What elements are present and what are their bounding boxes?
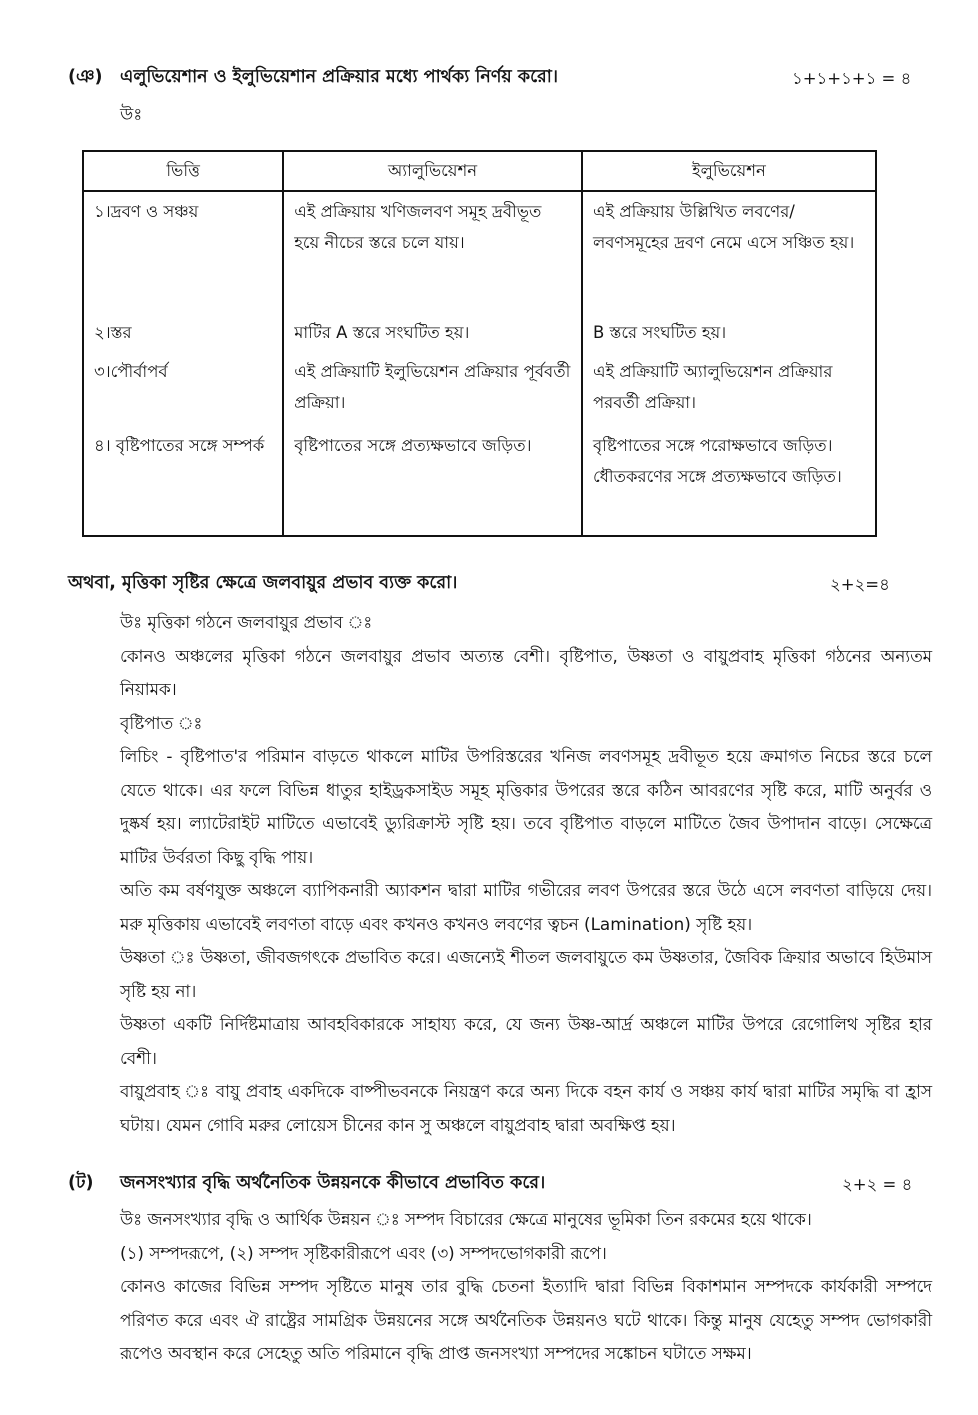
header-eluviation: অ্যালুভিয়েশন bbox=[283, 151, 582, 191]
answer-heading: উঃ মৃত্তিকা গঠনে জলবায়ুর প্রভাব ঃ bbox=[120, 612, 373, 632]
table-cell: B স্তরে সংঘটিত হয়। bbox=[592, 323, 727, 342]
paragraph: বায়ুপ্রবাহ ঃ বায়ু প্রবাহ একদিকে বাষ্পীভবনকে নিয়ন্ত্রণ করে অন্য দিকে বহন কার্য ও সঞ্চয় কার্য দ্বারা মাটির সমৃদ্ধি বা হ্রাস ঘটায়। যেমন গোবি মরুর লোয়েস চীনের কান সু অঞ্চলে বায়ুপ্রবাহ দ্বারা অবক্ষিপ্ত হয়। bbox=[120, 1081, 932, 1135]
answer-label: উঃ bbox=[120, 105, 143, 125]
table-cell: এই প্রক্রিয়াটি ইলুভিয়েশন প্রক্রিয়ার পূর্ববর্তী প্রক্রিয়া। bbox=[294, 362, 571, 412]
illuviation-column bbox=[582, 191, 876, 536]
question-nio bbox=[68, 64, 558, 93]
table-cell: এই প্রক্রিয়ায় উল্লিখিত লবণের/লবণসমূহের দ্রবণ নেমে এসে সঞ্চিত হয়। bbox=[592, 202, 855, 252]
paragraph: লিচিং - বৃষ্টিপাত'র পরিমান বাড়তে থাকলে মাটির উপরিস্তরের খনিজ লবণসমূহ দ্রবীভূত হয়ে ক্রমাগত নিচের স্তরে চলে যেতে থাকে। এর ফলে বিভিন্ন ধাতুর হাইড্রকসাইড সমূহ মৃত্তিকার উপরের স্তরে কঠিন আবরণের সৃষ্টি করে, মাটি অনুর্বর ও দুষ্কর্ষ হয়। ল্যাটেরাইট মাটিতে এভাবেই ড্যুরিক্রাস্ট সৃষ্টি হয়। তবে বৃষ্টিপাত বাড়লে মাটিতে জৈব উপাদান বাড়ে। সেক্ষেত্রে মাটির উর্বরতা কিছু বৃদ্ধি পায়। bbox=[120, 746, 932, 867]
question-marks: ২+২ = ৪ bbox=[842, 1175, 913, 1194]
table-body bbox=[83, 191, 876, 536]
table-cell: বৃষ্টিপাতের সঙ্গে পরোক্ষভাবে জড়িত। ধৌতকরণের সঙ্গে প্রত্যক্ষভাবে জড়িত। bbox=[592, 436, 842, 486]
paragraph: উঃ জনসংখ্যার বৃদ্ধি ও আর্থিক উন্নয়ন ঃ সম্পদ বিচারের ক্ষেত্রে মানুষের ভূমিকা তিন রকমের হয়ে থাকে। bbox=[120, 1209, 812, 1229]
paragraph: অতি কম বর্ষণযুক্ত অঞ্চলে ব্যাপিকনারী অ্যাকশন দ্বারা মাটির গভীরের লবণ উপরের স্তরে উঠে এসে লবণতা বাড়িয়ে দেয়। মরু মৃত্তিকায় এভাবেই লবণতা বাড়ে এবং কখনও কখনও লবণের ত্বচন (Lamination) সৃষ্টি হয়। bbox=[120, 880, 932, 934]
question-text: জনসংখ্যার বৃদ্ধি অর্থনৈতিক উন্নয়নকে কীভাবে প্রভাবিত করে। bbox=[120, 1173, 546, 1193]
table-cell: ৩।পৌর্বাপর্ব bbox=[94, 362, 168, 381]
comparison-table bbox=[82, 150, 877, 537]
paragraph: উষ্ণতা ঃ উষ্ণতা, জীবজগৎকে প্রভাবিত করে। এজন্যেই শীতল জলবায়ুতে কম উষ্ণতার, জৈবিক ক্রিয়ার অভাবে হিউমাস সৃষ্টি হয় না। bbox=[120, 947, 932, 1001]
paragraph: কোনও অঞ্চলের মৃত্তিকা গঠনে জলবায়ুর প্রভাব অত্যন্ত বেশী। বৃষ্টিপাত, উষ্ণতা ও বায়ুপ্রবাহ মৃত্তিকা গঠনের অন্যতম নিয়ামক। bbox=[120, 645, 932, 699]
paragraph: উষ্ণতা একটি নির্দিষ্টমাত্রায় আবহবিকারকে সাহায্য করে, যে জন্য উষ্ণ-আর্দ্র অঞ্চলে মাটির উপরে রেগোলিথ সৃষ্টির হার বেশী। bbox=[120, 1014, 932, 1068]
table-header-row bbox=[83, 151, 876, 191]
basis-column bbox=[83, 191, 283, 536]
table-cell: ২।স্তর bbox=[94, 323, 132, 342]
table-cell: এই প্রক্রিয়ায় খণিজলবণ সমূহ দ্রবীভূত হয়ে নীচের স্তরে চলে যায়। bbox=[294, 202, 542, 252]
table-cell: ১।দ্রবণ ও সঞ্চয় bbox=[94, 202, 199, 221]
table-cell: মাটির A স্তরে সংঘটিত হয়। bbox=[294, 323, 470, 342]
paragraph: কোনও কাজের বিভিন্ন সম্পদ সৃষ্টিতে মানুষ তার বুদ্ধি চেতনা ইত্যাদি দ্বারা বিভিন্ন বিকাশমান সম্পদকে কার্যকারী সম্পদে পরিণত করে এবং ঐ রাষ্ট্রের সামগ্রিক উন্নয়নের সঙ্গে অর্থনৈতিক উন্নয়নও ঘটে থাকে। কিন্তু মানুষ যেহেতু সম্পদ ভোগকারী রূপেও অবস্থান করে সেহেতু অতি পরিমানে বৃদ্ধি প্রাপ্ত জনসংখ্যা সম্পদের সঙ্কোচন ঘটাতে সক্ষম। bbox=[120, 1276, 932, 1363]
answer-climate bbox=[120, 606, 932, 1142]
question-number: (ট) bbox=[68, 1173, 94, 1193]
question-or bbox=[68, 570, 457, 599]
table-cell: বৃষ্টিপাতের সঙ্গে প্রত্যক্ষভাবে জড়িত। bbox=[294, 436, 532, 455]
question-text: এলুভিয়েশান ও ইলুভিয়েশান প্রক্রিয়ার মধ্যে পার্থক্য নির্ণয় করো। bbox=[120, 67, 559, 87]
header-illuviation: ইলুভিয়েশন bbox=[582, 151, 876, 191]
paragraph: (১) সম্পদরূপে, (২) সম্পদ সৃষ্টিকারীরূপে এবং (৩) সম্পদভোগকারী রূপে। bbox=[120, 1242, 607, 1263]
question-number: (ঞ) bbox=[68, 67, 103, 87]
eluviation-column bbox=[283, 191, 582, 536]
question-text: অথবা, মৃত্তিকা সৃষ্টির ক্ষেত্রে জলবায়ুর প্রভাব ব্যক্ত করো। bbox=[68, 573, 458, 593]
table-cell: এই প্রক্রিয়াটি অ্যালুভিয়েশন প্রক্রিয়ার পরবর্তী প্রক্রিয়া। bbox=[592, 362, 833, 412]
answer-population bbox=[120, 1203, 932, 1371]
question-to bbox=[68, 1170, 545, 1199]
table-cell: ৪। বৃষ্টিপাতের সঙ্গে সম্পর্ক bbox=[94, 436, 265, 455]
header-basis: ভিত্তি bbox=[83, 151, 283, 191]
rainfall-heading: বৃষ্টিপাত ঃ bbox=[120, 712, 203, 733]
question-marks: ২+২=৪ bbox=[830, 575, 890, 594]
question-marks: ১+১+১+১ = ৪ bbox=[792, 69, 912, 88]
